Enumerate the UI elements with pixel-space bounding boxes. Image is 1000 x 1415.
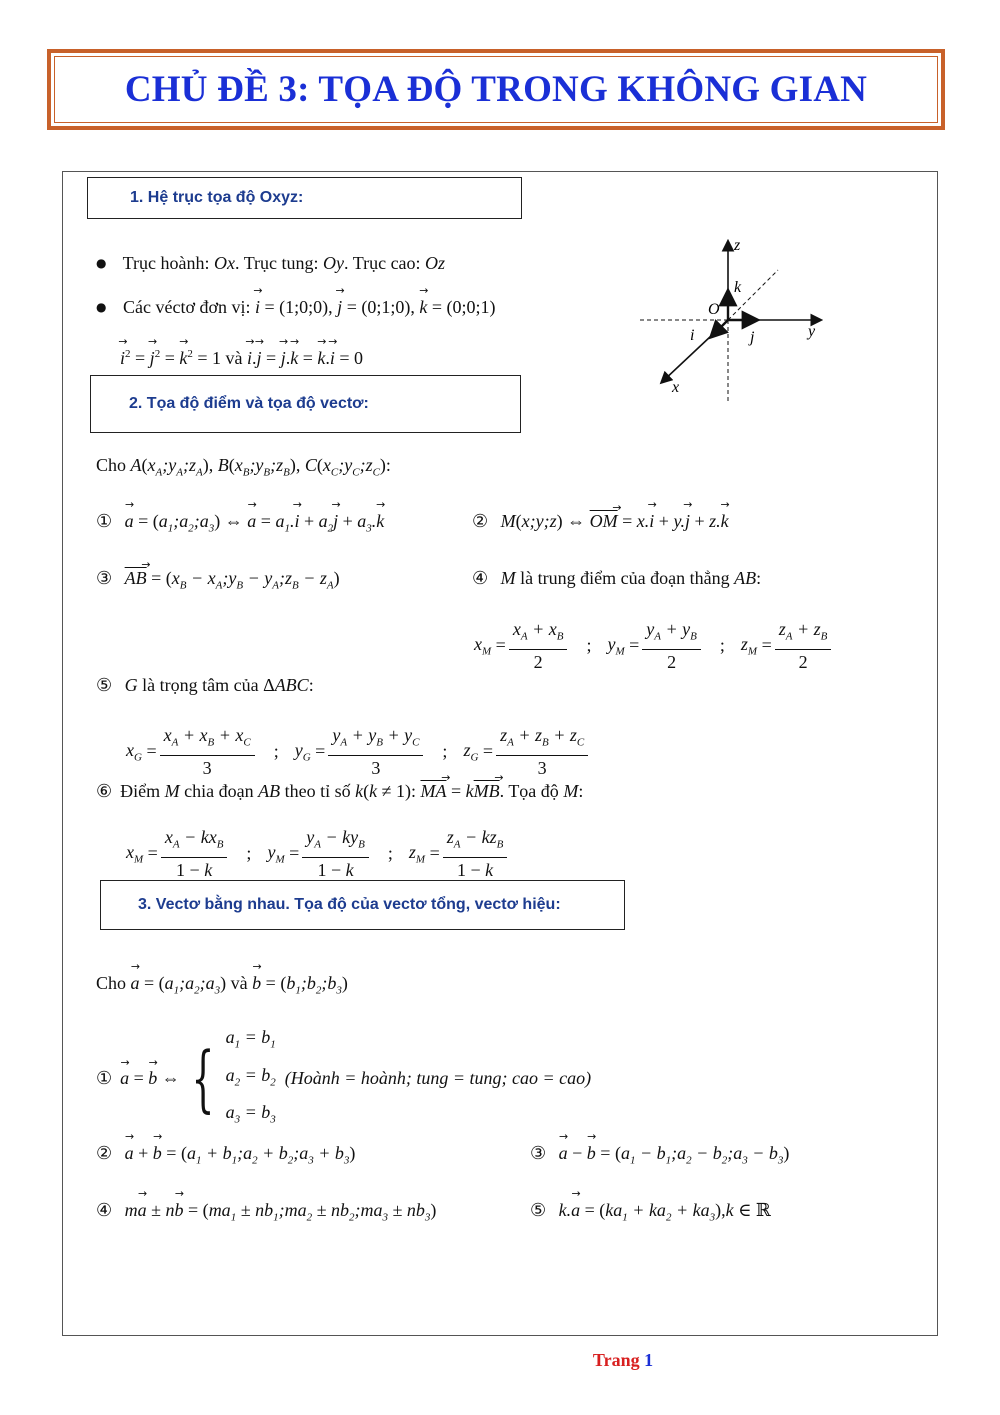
bullet-icon: ●	[96, 256, 107, 270]
page-label: Trang	[592, 1350, 640, 1370]
j-label: j	[750, 329, 755, 346]
unit-vectors-properties: → $i^2$ = → $j^2$ = → $k^2 = 1$ và → i.→ j = → j.→ k = → k.→ i = 0	[120, 343, 363, 369]
title-inner-frame	[54, 56, 938, 123]
section-heading-1: 1. Hệ trục tọa độ Oxyz:	[87, 177, 522, 219]
formula-centroid: $x_G$ = $\frac{x_A + x_B + x_C}{3}$ ; $y_G$ = $\frac{y_A + y_B + y_C}{3}$ ; $z_G$ = $\frac{z_A + z_B + z_C}{3}$	[126, 724, 591, 779]
y-label: y	[808, 323, 816, 340]
bullet-icon: ●	[96, 300, 107, 314]
z-label: z	[734, 237, 741, 254]
i-label: i	[690, 327, 695, 344]
formula-ratio-label: ⑥ Điểm M chia đoạn AB theo tỉ số k(k ≠ 1): $\overline{MA}$ → = $k\overline{MB}$ →. Tọa độ M:	[96, 780, 583, 803]
k-label: k	[734, 279, 742, 296]
formula-ratio: $x_M$ = $\frac{x_A - kx_B}{1 - k}$ ; $y_M$ = $\frac{y_A - ky_B}{1 - k}$ ; $z_M$ = $\frac{z_A - kz_B}{1 - k}$	[126, 826, 510, 881]
formula-vector-sum: ② → a + → $b = (a_1$ + $b_1;a_2$ + $b_2;a_3 + b_3$)	[96, 1142, 355, 1172]
axes-line: ● Trục hoành: Ox. Trục tung: Oy. Trục cao: Oz	[96, 253, 446, 273]
section-heading-2: 2. Tọa độ điểm và tọa độ vectơ:	[90, 375, 521, 433]
formula-vector-difference: ③ → a − → $b = (a_1$ − $b_1;a_2$ − $b_2;a_3 - b_3$)	[530, 1142, 789, 1172]
brace: {	[191, 1036, 215, 1121]
axes-diagram	[630, 232, 830, 402]
formula-scalar-multiple: ⑤ $k.\to a = (ka_1 + ka_2 + ka_3),k$ ∈ ℝ	[530, 1199, 771, 1229]
page-number: 1	[644, 1350, 654, 1370]
vectors-given-line: Cho → $a = (a_1;a_2;a_3)$ và → $b = (b_1;b_2;b_3)$	[96, 972, 348, 1002]
page-footer	[0, 1350, 1000, 1371]
formula-vector-equality: ① → a = → b ⇔ { $a_1 = b_1$ $a_2 = b_2$ $a_3 = b_3$ (Hoành = hoành; tung = tung; cao = cao)	[96, 1022, 591, 1135]
section-heading-3: 3. Vectơ bằng nhau. Tọa độ của vectơ tổng, vectơ hiệu:	[100, 880, 625, 930]
points-given-line: Cho $A(x_A;y_A;z_A)$, $B(x_B;y_B;z_B)$, $C(x_C;y_C;z_C)$:	[96, 455, 391, 479]
origin-label: O	[708, 301, 720, 318]
formula-vector-ab: ③ $\overline{AB}$ → = ($x_B$ − $x_A;y_B$ − $y_A;z_B - z_A$)	[96, 567, 340, 597]
formula-midpoint-label: ④ M là trung điểm của đoạn thẳng AB:	[472, 568, 762, 589]
page-title: CHỦ ĐỀ 3: TỌA ĐỘ TRONG KHÔNG GIAN	[124, 69, 868, 110]
title-frame	[47, 49, 945, 130]
formula-centroid-label: ⑤ G là trọng tâm của ΔABC:	[96, 675, 314, 696]
i-vector	[712, 320, 728, 336]
formula-linear-combination: ④ $m\to a \pm n\to b = (ma_1$ ± $nb_1;ma_2$ ± $nb_2;ma_3 \pm nb_3$)	[96, 1199, 436, 1229]
formula-vector-coordinates: ① → $a = (a_1;a_2;a_3)$ ⇔ → $a = a_1.\to i + a_2\to j + a_3.\to k$	[96, 510, 384, 540]
formula-point-coordinates: ② M(x;y;z) ⇔ $\overline{OM}$ → = x.→ i + y.→ j + z.→ k	[472, 510, 729, 533]
formula-midpoint: $x_M$ = $\frac{x_A + x_B}{2}$ ; $y_M$ = $\frac{y_A + y_B}{2}$ ; $z_M$ = $\frac{z_A + z_B}{2}$	[474, 618, 834, 673]
x-label: x	[672, 379, 680, 396]
unit-vectors-line: ● Các véctơ đơn vị: → i = (1;0;0), → j = (0;1;0), → k = (0;0;1)	[96, 296, 496, 318]
